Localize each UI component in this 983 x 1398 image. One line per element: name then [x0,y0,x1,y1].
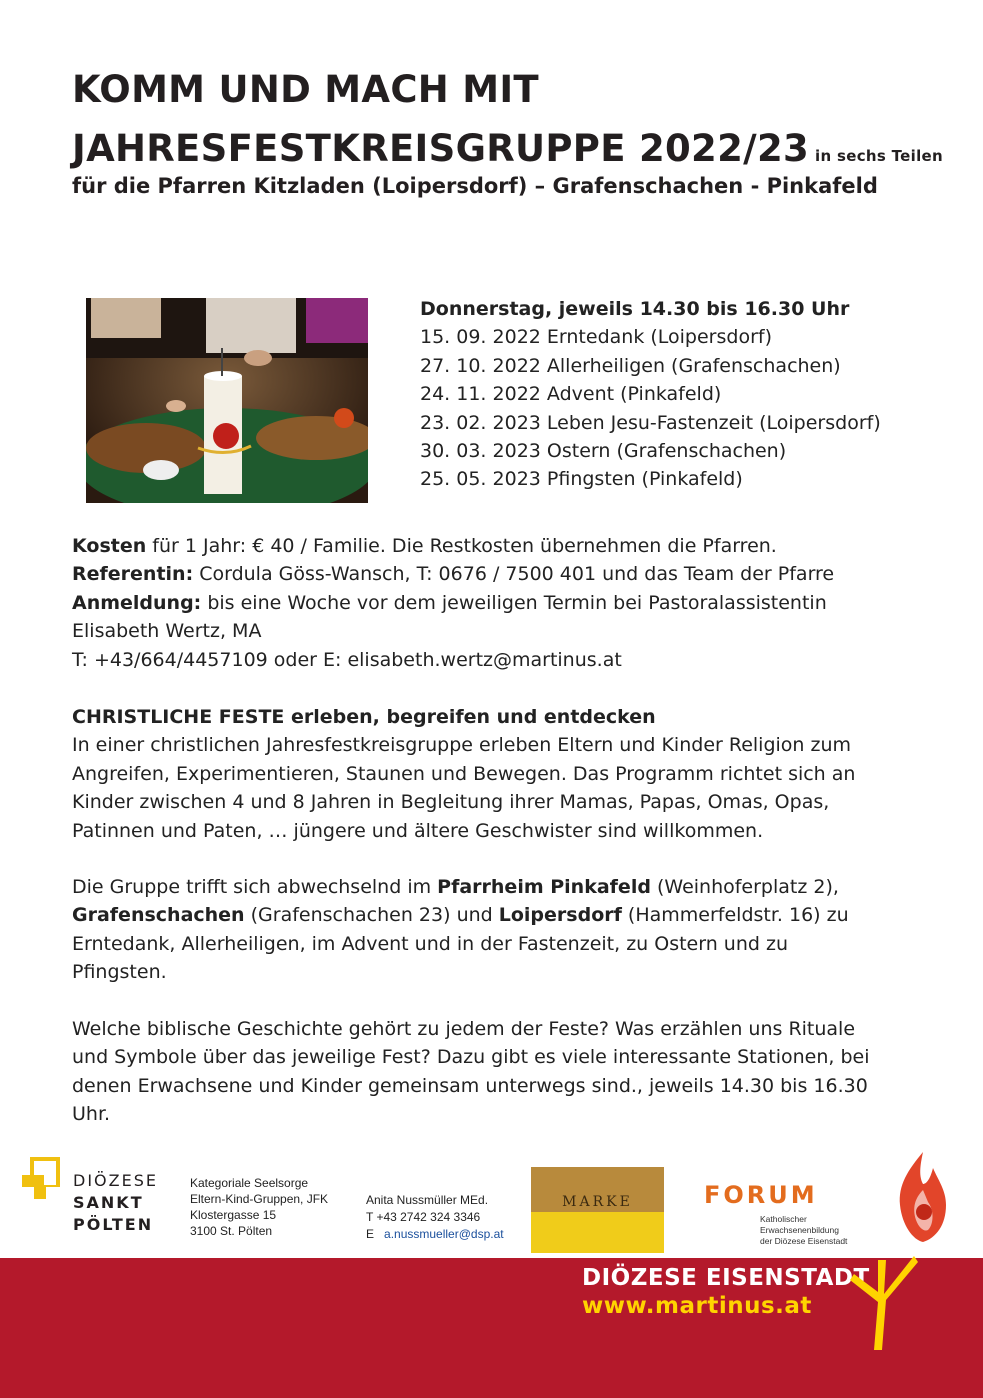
location-pinkafeld: Pfarrheim Pinkafeld [437,876,651,898]
page-subtitle: für die Pfarren Kitzladen (Loipersdorf) – Grafenschachen - Pinkafeld [72,174,878,198]
location-grafenschachen: Grafenschachen [72,904,245,927]
schedule [420,295,881,494]
feste-heading: CHRISTLICHE FESTE erleben, begreifen und entdecken [72,706,656,728]
schedule-item: 23. 02. 2023 Leben Jesu-Fastenzeit (Loipersdorf) [420,411,881,434]
cross-icon [848,1252,918,1356]
gruppe-section [72,873,862,987]
info-block [72,532,902,674]
kosten-text: für 1 Jahr: € 40 / Familie. Die Restkosten übernehmen die Pfarren. [146,535,777,557]
gruppe-text: Die Gruppe trifft sich abwechselnd im [72,876,438,898]
schedule-item: 27. 10. 2022 Allerheiligen (Grafenschachen) [420,354,841,377]
schedule-item: 15. 09. 2022 Erntedank (Loipersdorf) [420,326,772,349]
page-title-line1: KOMM UND MACH MIT [72,68,539,111]
marke-wordmark: MARKE [562,1194,633,1210]
dsp-wordmark [73,1170,158,1236]
feste-section [72,703,887,845]
referentin-text: Cordula Göss-Wansch, T: 0676 / 7500 401 und das Team der Pfarre [193,563,835,586]
schedule-item: 25. 05. 2023 Pfingsten (Pinkafeld) [420,468,743,491]
page-title-main: JAHRESFESTKREISGRUPPE 2022/23 [72,127,810,170]
marke-logo [531,1167,664,1253]
contact-email-line [366,1226,504,1243]
flame-emblem-icon [888,1150,958,1249]
dsp-line: DIÖZESE [73,1171,158,1190]
fragen-section: Welche biblische Geschichte gehört zu jedem der Feste? Was erzählen uns Rituale und Symbole über das jeweilige Fest? Dazu gibt es viele interessante Stationen, bei denen Erwachsene und Kinder gemeinsam unterwegs sind., jeweils 14.30 bis 16.30 Uhr. [72,1018,870,1126]
candle-photo [86,298,368,503]
kosten-label: Kosten [72,535,147,557]
anmeldung-label: Anmeldung: [72,591,202,614]
dioezese-eisenstadt-label: DIÖZESE EISENSTADT [582,1265,870,1291]
forum-subtitle [760,1214,847,1247]
schedule-heading: Donnerstag, jeweils 14.30 bis 16.30 Uhr [420,298,850,320]
anmeldung-line [72,589,852,646]
gruppe-text: (Hammerfeldstr. 16) zu Erntedank, Allerheiligen, im Advent und in der Fastenzeit, zu Ostern und zu Pfingsten. [72,904,849,984]
referentin-line [72,560,902,588]
forum-logo: FORUM [704,1181,818,1209]
forum-sub-line: Katholischer [760,1214,807,1224]
schedule-item: 24. 11. 2022 Advent (Pinkafeld) [420,383,722,406]
address-line: Klostergasse 15 [190,1208,277,1222]
website-link[interactable]: www.martinus.at [582,1293,812,1319]
contact-email-link[interactable]: a.nussmueller@dsp.at [384,1227,504,1241]
page-title-line2 [72,127,943,178]
marke-logo-bottom [531,1212,664,1253]
kategoriale-seelsorge-address [190,1175,328,1239]
contact-person [366,1192,504,1243]
address-line: Eltern-Kind-Gruppen, JFK [190,1192,329,1206]
title-suffix: in sechs Teilen [815,147,943,165]
contact-name: Anita Nussmüller MEd. [366,1193,489,1207]
schedule-item: 30. 03. 2023 Ostern (Grafenschachen) [420,440,787,463]
dsp-line: SANKT [73,1193,144,1212]
gruppe-text: (Grafenschachen 23) und [244,904,499,927]
feste-text: In einer christlichen Jahresfestkreisgruppe erleben Eltern und Kinder Religion zum Angreifen, Experimentieren, Staunen und Bewegen. Das Programm richtet sich an Kinder zwischen 4 und 8 Jahren in Begleitung ihrer Mamas, Papas, Omas, Opas, Patinnen und Paten, … jüngere und ältere Geschwister sind willkommen. [72,734,856,842]
contact-phone: T +43 2742 324 3346 [366,1210,481,1224]
anmeldung-text: bis eine Woche vor dem jeweiligen Termin bei Pastoralassistentin Elisabeth Wertz, MA [72,591,827,643]
candle-photo-illustration [86,298,368,503]
gruppe-text: (Weinhoferplatz 2), [650,876,839,898]
dsp-logo-icon [20,1155,64,1205]
email-prefix: E [366,1227,385,1241]
contact-line: T: +43/664/4457109 oder E: elisabeth.wertz@martinus.at [72,648,622,671]
dsp-line: PÖLTEN [73,1215,154,1234]
address-line: 3100 St. Pölten [190,1224,273,1238]
referentin-label: Referentin: [72,563,194,586]
forum-sub-line: der Diözese Eisenstadt [760,1236,848,1246]
address-line: Kategoriale Seelsorge [190,1176,309,1190]
location-loipersdorf: Loipersdorf [498,904,622,927]
forum-sub-line: Erwachsenenbildung [760,1225,839,1235]
kosten-line [72,532,902,560]
